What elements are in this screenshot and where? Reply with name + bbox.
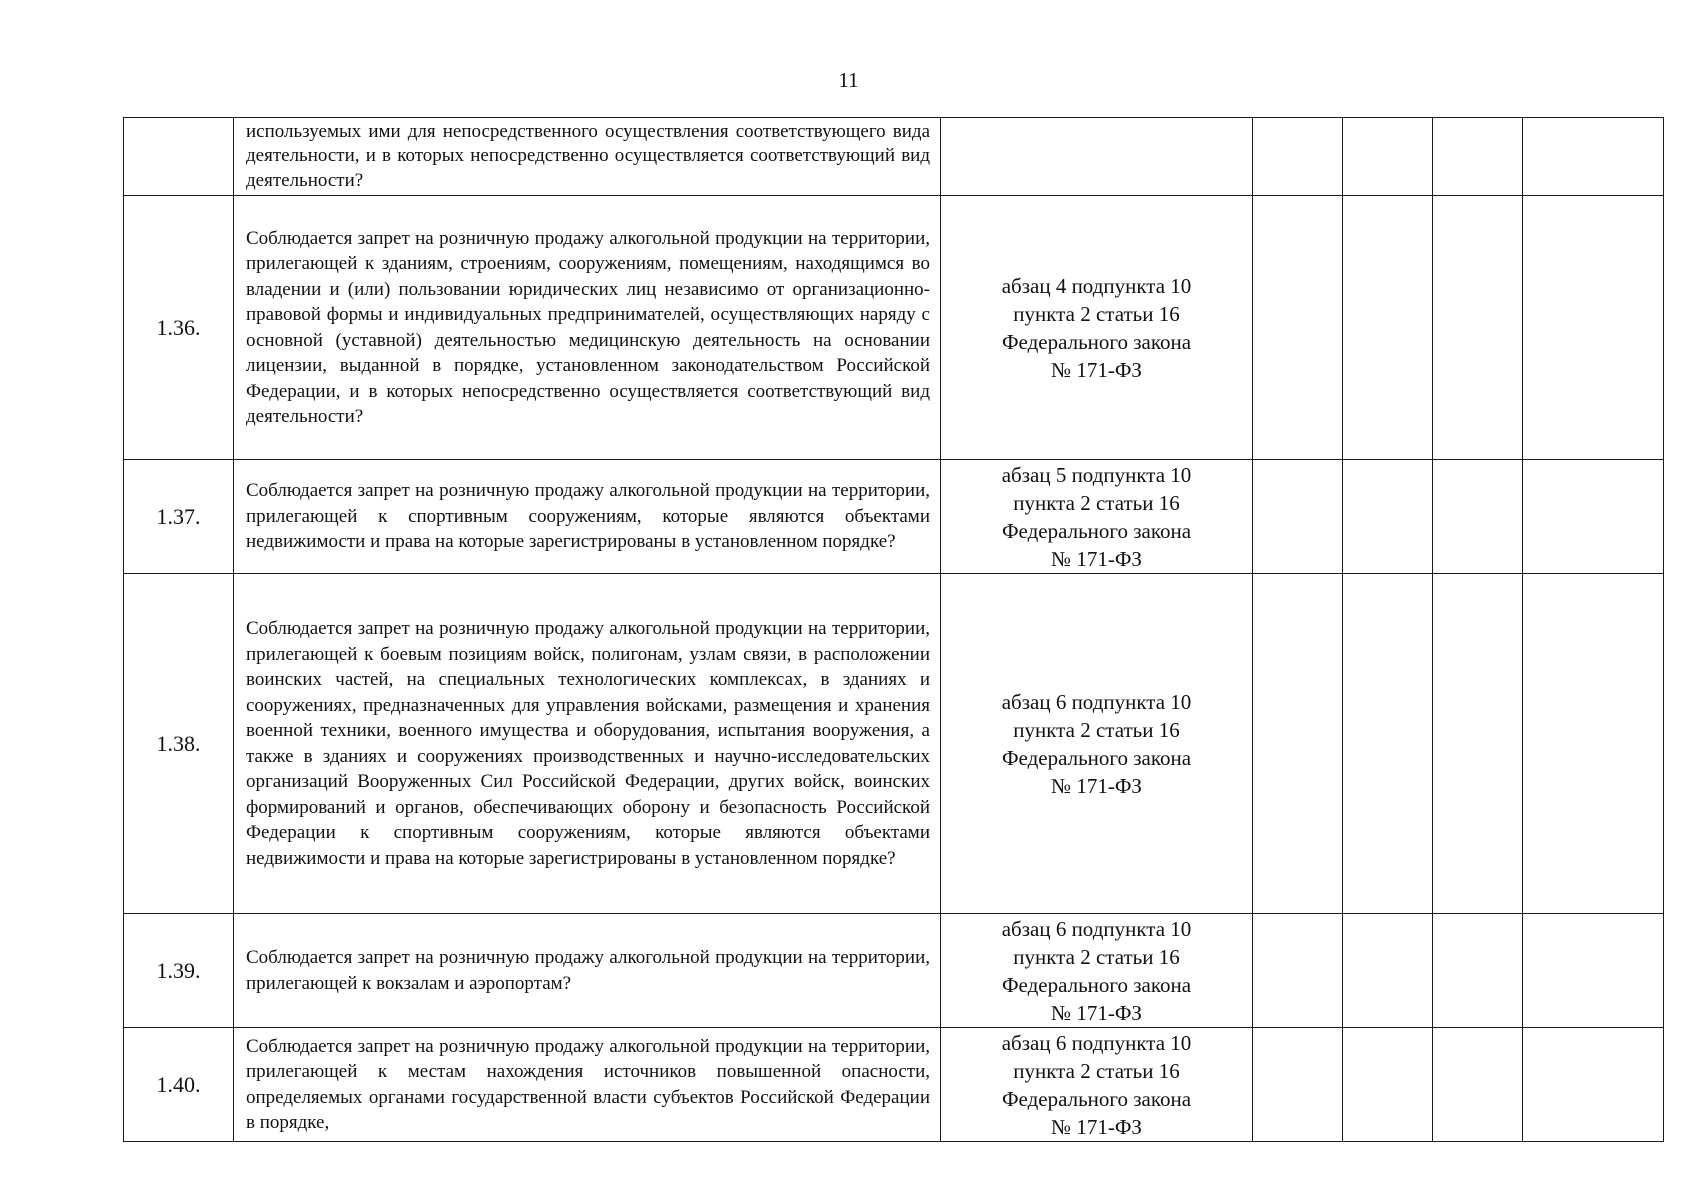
answer-no-cell[interactable] [1343, 196, 1433, 460]
item-number: 1.36. [124, 196, 234, 460]
legal-basis [941, 1028, 1253, 1142]
note-cell[interactable] [1523, 196, 1664, 460]
answer-na-cell[interactable] [1433, 574, 1523, 914]
legal-basis [941, 914, 1253, 1028]
note-cell[interactable] [1523, 460, 1664, 574]
answer-no-cell[interactable] [1343, 460, 1433, 574]
legal-basis-line: пункта 2 статьи 16 [1013, 1058, 1180, 1083]
legal-basis [941, 460, 1253, 574]
legal-basis [941, 196, 1253, 460]
answer-na-cell[interactable] [1433, 196, 1523, 460]
legal-basis-line: пункта 2 статьи 16 [1013, 301, 1180, 326]
legal-basis-line: пункта 2 статьи 16 [1013, 490, 1180, 515]
legal-basis-line: Федерального закона [1001, 972, 1192, 997]
answer-no-cell[interactable] [1343, 118, 1433, 196]
legal-basis-line: абзац 5 подпункта 10 [1001, 462, 1192, 487]
checklist-table [123, 117, 1664, 1142]
table-row [124, 1028, 1664, 1142]
answer-yes-cell[interactable] [1253, 574, 1343, 914]
legal-basis-line: Федерального закона [1001, 329, 1192, 354]
legal-basis [941, 118, 1253, 196]
legal-basis-line: Федерального закона [1001, 518, 1192, 543]
note-cell[interactable] [1523, 914, 1664, 1028]
page-number: 11 [838, 68, 859, 92]
legal-basis-line: абзац 6 подпункта 10 [1001, 689, 1192, 714]
legal-basis-line: № 171-ФЗ [1051, 546, 1142, 571]
question-text: используемых ими для непосредственного осуществления соответствующего вида деятельности, и в которых непосредственно осуществляется соответствующий вид деятельности? [234, 118, 941, 196]
question-text: Соблюдается запрет на розничную продажу алкогольной продукции на территории, прилегающей к вокзалам и аэропортам? [234, 914, 941, 1028]
legal-basis-line: пункта 2 статьи 16 [1013, 717, 1180, 742]
table-row [124, 196, 1664, 460]
table-row [124, 118, 1664, 196]
answer-na-cell[interactable] [1433, 118, 1523, 196]
legal-basis-line: абзац 4 подпункта 10 [1001, 273, 1192, 298]
question-text: Соблюдается запрет на розничную продажу алкогольной продукции на территории, прилегающей к местам нахождения источников повышенной опасности, определяемых органами государственной власти субъектов Российской Федерации в порядке, [234, 1028, 941, 1142]
legal-basis-line: пункта 2 статьи 16 [1013, 944, 1180, 969]
note-cell[interactable] [1523, 574, 1664, 914]
legal-basis-line: абзац 6 подпункта 10 [1001, 1030, 1192, 1055]
legal-basis [941, 574, 1253, 914]
legal-basis-line: № 171-ФЗ [1051, 1114, 1142, 1139]
answer-na-cell[interactable] [1433, 460, 1523, 574]
legal-basis-line: № 171-ФЗ [1051, 1000, 1142, 1025]
question-text: Соблюдается запрет на розничную продажу алкогольной продукции на территории, прилегающей к спортивным сооружениям, которые являются объектами недвижимости и права на которые зарегистрированы в установленном порядке? [234, 460, 941, 574]
legal-basis-line: № 171-ФЗ [1051, 773, 1142, 798]
answer-na-cell[interactable] [1433, 914, 1523, 1028]
legal-basis-line: абзац 6 подпункта 10 [1001, 916, 1192, 941]
table-row [124, 460, 1664, 574]
answer-yes-cell[interactable] [1253, 196, 1343, 460]
answer-yes-cell[interactable] [1253, 914, 1343, 1028]
answer-no-cell[interactable] [1343, 574, 1433, 914]
item-number [124, 118, 234, 196]
item-number: 1.37. [124, 460, 234, 574]
item-number: 1.39. [124, 914, 234, 1028]
answer-yes-cell[interactable] [1253, 1028, 1343, 1142]
item-number: 1.38. [124, 574, 234, 914]
legal-basis-line: Федерального закона [1001, 1086, 1192, 1111]
question-text: Соблюдается запрет на розничную продажу алкогольной продукции на территории, прилегающей к зданиям, строениям, сооружениям, помещениям, находящимся во владении и (или) пользовании юридических лиц независимо от организационно-правовой формы и индивидуальных предпринимателей, осуществляющих наряду с основной (уставной) деятельностью медицинскую деятельность на основании лицензии, выданной в порядке, установленном законодательством Российской Федерации, и в которых непосредственно осуществляется соответствующий вид деятельности? [234, 196, 941, 460]
answer-yes-cell[interactable] [1253, 118, 1343, 196]
answer-no-cell[interactable] [1343, 1028, 1433, 1142]
table-row [124, 574, 1664, 914]
item-number: 1.40. [124, 1028, 234, 1142]
answer-na-cell[interactable] [1433, 1028, 1523, 1142]
answer-yes-cell[interactable] [1253, 460, 1343, 574]
note-cell[interactable] [1523, 118, 1664, 196]
question-text: Соблюдается запрет на розничную продажу алкогольной продукции на территории, прилегающей к боевым позициям войск, полигонам, узлам связи, в расположении воинских частей, на специальных технологических комплексах, в зданиях и сооружениях, предназначенных для управления войсками, размещения и хранения военной техники, военного имущества и оборудования, испытания вооружения, а также в зданиях и сооружениях производственных и научно-исследовательских организаций Вооруженных Сил Российской Федерации, других войск, воинских формирований и органов, обеспечивающих оборону и безопасность Российской Федерации к спортивным сооружениям, которые являются объектами недвижимости и права на которые зарегистрированы в установленном порядке? [234, 574, 941, 914]
answer-no-cell[interactable] [1343, 914, 1433, 1028]
note-cell[interactable] [1523, 1028, 1664, 1142]
legal-basis-line: Федерального закона [1001, 745, 1192, 770]
legal-basis-line: № 171-ФЗ [1051, 357, 1142, 382]
table-row [124, 914, 1664, 1028]
